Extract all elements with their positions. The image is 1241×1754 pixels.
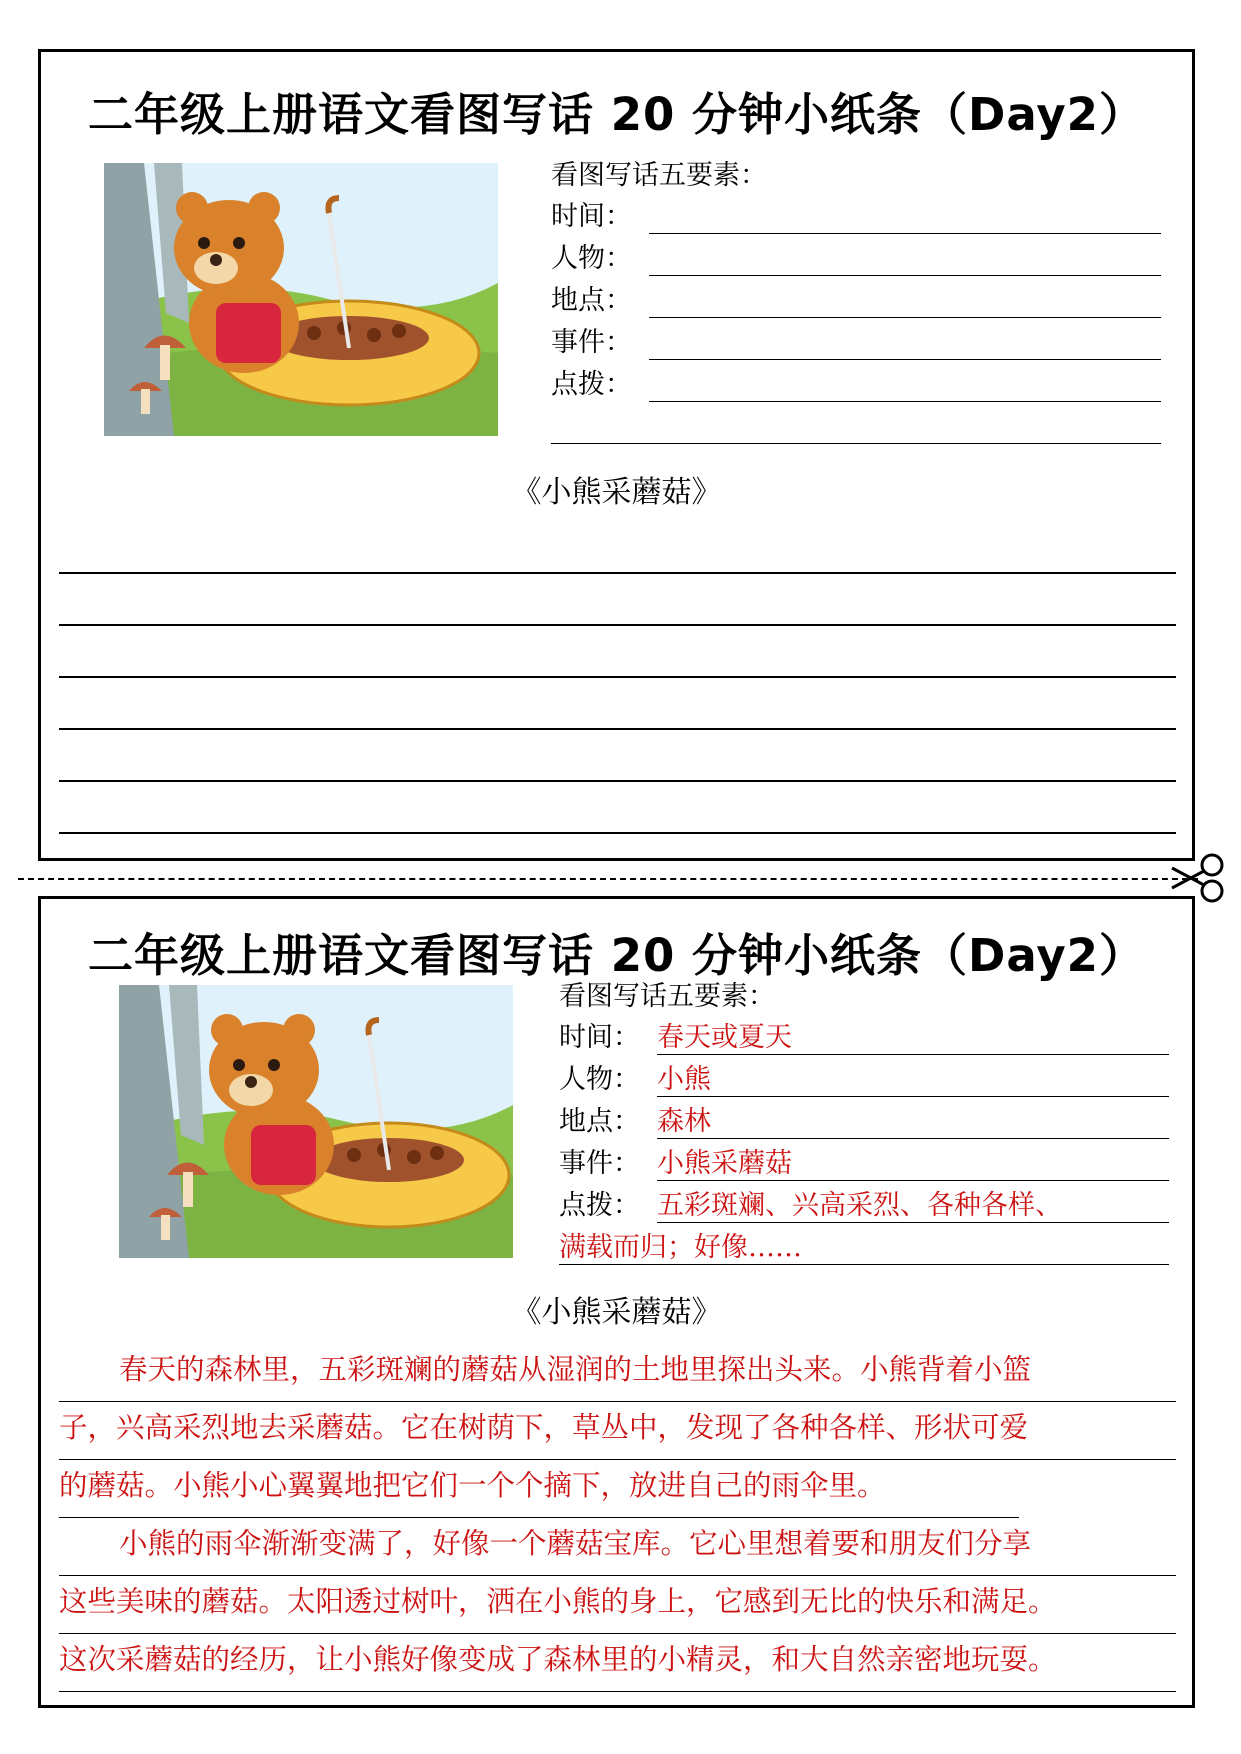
person-label: 人物： — [559, 1064, 640, 1095]
writing-line[interactable] — [59, 522, 1176, 574]
time-answer-line[interactable] — [649, 233, 1161, 234]
hint-label: 点拨： — [551, 369, 632, 400]
event-label: 事件： — [551, 327, 632, 358]
essay-line — [59, 1518, 1176, 1576]
essay-text: 小熊的雨伞渐渐变满了，好像一个蘑菇宝库。它心里想着要和朋友们分享 — [119, 1527, 1032, 1560]
illustration-svg — [119, 985, 513, 1258]
person-answer-line[interactable] — [649, 275, 1161, 276]
cut-line — [18, 878, 1198, 880]
writing-line[interactable] — [59, 782, 1176, 834]
place-answer: 森林 — [657, 1106, 711, 1137]
time-row — [559, 1017, 1179, 1059]
hint-answer-2: 满载而归；好像…… — [559, 1232, 802, 1263]
place-label: 地点： — [559, 1106, 640, 1137]
time-answer: 春天或夏天 — [657, 1022, 792, 1053]
time-label: 时间： — [551, 201, 632, 232]
elements-heading: 看图写话五要素： — [559, 981, 775, 1012]
essay-line — [59, 1460, 1019, 1518]
essay-text: 子，兴高采烈地去采蘑菇。它在树荫下，草丛中，发现了各种各样、形状可爱 — [59, 1411, 1029, 1444]
writing-line[interactable] — [59, 730, 1176, 782]
person-answer-line — [657, 1096, 1169, 1097]
hint-row-continued — [551, 406, 1171, 448]
worksheet-title: 二年级上册语文看图写话 20 分钟小纸条（Day2） — [88, 929, 1145, 982]
time-row — [551, 196, 1171, 238]
place-label: 地点： — [551, 285, 632, 316]
model-essay — [59, 1344, 1176, 1692]
event-row — [551, 322, 1171, 364]
hint-row — [551, 364, 1171, 406]
worksheet-blank — [38, 49, 1195, 861]
place-row — [559, 1101, 1179, 1143]
hint-answer-line-2[interactable] — [551, 443, 1161, 444]
event-label: 事件： — [559, 1148, 640, 1179]
essay-line — [59, 1576, 1176, 1634]
bear-mushroom-illustration — [119, 985, 513, 1258]
person-answer: 小熊 — [657, 1064, 711, 1095]
essay-title: 《小熊采蘑菇》 — [511, 1295, 722, 1330]
essay-text: 这些美味的蘑菇。太阳透过树叶，洒在小熊的身上，它感到无比的快乐和满足。 — [59, 1585, 1057, 1618]
five-elements-answers — [559, 977, 1179, 1269]
hint-answer-line[interactable] — [649, 401, 1161, 402]
writing-line[interactable] — [59, 574, 1176, 626]
essay-text: 这次采蘑菇的经历，让小熊好像变成了森林里的小精灵，和大自然亲密地玩耍。 — [59, 1643, 1057, 1676]
essay-title: 《小熊采蘑菇》 — [511, 475, 722, 510]
event-row — [559, 1143, 1179, 1185]
essay-line — [59, 1402, 1176, 1460]
hint-row-continued — [559, 1227, 1179, 1269]
person-label: 人物： — [551, 243, 632, 274]
place-answer-line[interactable] — [649, 317, 1161, 318]
bear-mushroom-illustration — [104, 163, 498, 436]
place-row — [551, 280, 1171, 322]
writing-lines[interactable] — [59, 522, 1176, 834]
place-answer-line — [657, 1138, 1169, 1139]
time-label: 时间： — [559, 1022, 640, 1053]
writing-line[interactable] — [59, 626, 1176, 678]
person-row — [559, 1059, 1179, 1101]
hint-label: 点拨： — [559, 1190, 640, 1221]
essay-text: 春天的森林里，五彩斑斓的蘑菇从湿润的土地里探出头来。小熊背着小篮 — [119, 1353, 1032, 1386]
hint-row — [559, 1185, 1179, 1227]
worksheet-title: 二年级上册语文看图写话 20 分钟小纸条（Day2） — [88, 88, 1145, 141]
essay-line — [59, 1634, 1176, 1692]
essay-line — [59, 1344, 1176, 1402]
illustration-svg — [104, 163, 498, 436]
event-answer: 小熊采蘑菇 — [657, 1148, 792, 1179]
hint-answer: 五彩斑斓、兴高采烈、各种各样、 — [657, 1190, 1062, 1221]
writing-line[interactable] — [59, 678, 1176, 730]
worksheet-answer — [38, 896, 1195, 1708]
event-answer-line[interactable] — [649, 359, 1161, 360]
essay-text: 的蘑菇。小熊小心翼翼地把它们一个个摘下，放进自己的雨伞里。 — [59, 1469, 886, 1502]
five-elements-form — [551, 156, 1171, 448]
person-row — [551, 238, 1171, 280]
elements-heading: 看图写话五要素： — [551, 160, 767, 191]
